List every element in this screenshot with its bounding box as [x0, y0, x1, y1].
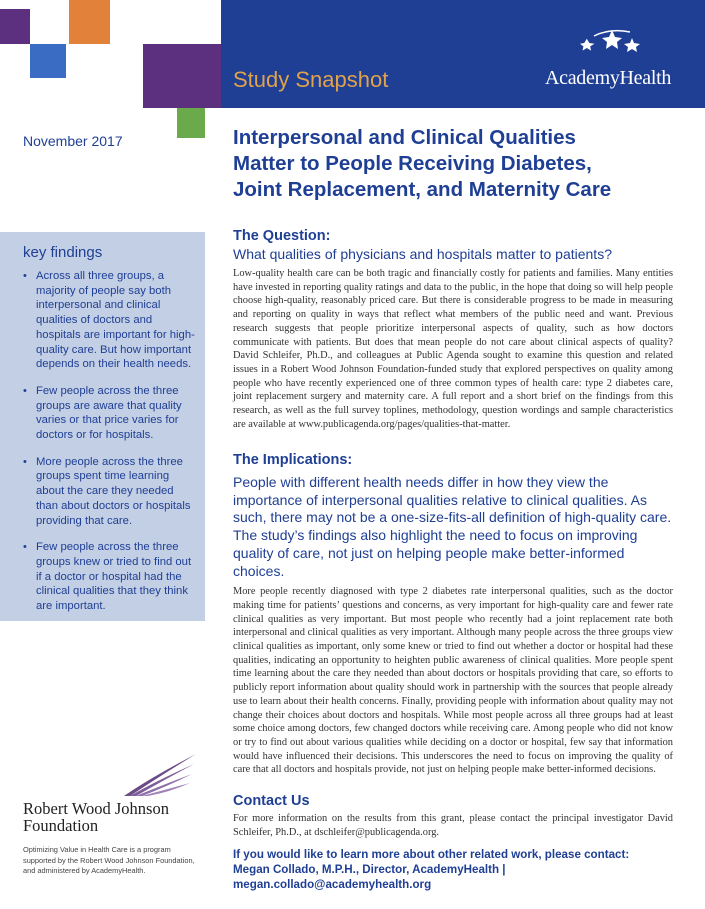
decor-square-orange [69, 0, 110, 44]
decor-square-green [177, 108, 205, 138]
program-note: Optimizing Value in Health Care is a program supported by the Robert Wood Johnson Foundation, and administered by AcademyHealth. [23, 845, 195, 875]
academyhealth-logo [545, 26, 675, 96]
question-body-text: Low-quality health care can be both tragic and financially costly for patients and families. Many entities have invested in reporting quality ratings and data to the public, in the hope that doing so will help people choose high-quality, reasonably priced care. But there is considerable progress to be made in measuring and reporting on quality in ways that reflect what members of the public need and want. Previous research suggests that people prioritize interpersonal aspects of quality, such as how doctors communicate with patients. But does that mean people do not care about clinical aspects of quality? David Schleifer, Ph.D., and colleagues at Public Agenda sought to examine this question and related issues in a Robert Wood Johnson Foundation-funded study that explored perspectives on quality among people who have recently experienced one of three common types of health care: type 2 diabetes care, joint replacement surgery and maternity care. A full report and a short brief on the findings from this research, as well as the full survey toplines, methodology, question wordings and sample characteristics are available at [233, 268, 673, 430]
key-findings-heading: key findings [23, 244, 103, 261]
key-findings-panel [0, 232, 205, 621]
page-title [233, 125, 693, 203]
contact-more-line: If you would like to learn more about other related work, please contact: [233, 848, 630, 862]
stars-icon [580, 26, 650, 62]
question-body-end: . [507, 418, 511, 430]
rwjf-name [23, 800, 169, 834]
series-label: Study Snapshot [233, 67, 389, 92]
key-finding-item: • Few people across the three groups knew or tried to find out if a doctor or hospital had the clinical qualities that they think are important. [20, 540, 197, 614]
decor-square-blue [30, 44, 66, 78]
title-line: Interpersonal and Clinical Qualities [233, 126, 576, 149]
contact-body: For more information on the results from this grant, please contact the principal investigator David Schleifer, Ph.D., at dschleifer@publicagenda.org. [233, 813, 673, 838]
decor-square-purple-right [143, 44, 221, 108]
contact-section [233, 793, 673, 892]
question-body [233, 267, 673, 431]
rwjf-logo-mark [120, 752, 200, 798]
decor-square-purple-left [0, 9, 30, 44]
key-finding-item: • Few people across the three groups are aware that quality varies or that price varies for doctors or for hospitals. [20, 384, 197, 443]
implications-body: More people recently diagnosed with type 2 diabetes rate interpersonal qualities, such as the doctor making time for patients’ questions and concerns, as very important for high-quality care and fewer rate clinical qualities as very important. But most people who recently had a joint replacement rate both interpersonal and clinical qualities as very important. Although many people across the three groups view clinical qualities as important, only some knew or tried to find out whether a doctor or hospital had these qualities, indicating an opportunity to heighten public awareness of clinical qualities. More people spent time learning about the care they needed than about doctors or hospitals providing that care, so efforts to publicly report information about quality should work in partnership with the sources that people already use to learn about their health concerns. Finally, providing people with information about quality may not change their choices about doctors and hospitals. While most people across all three groups had at least some choice among doctors, few changed doctors while receiving care. Among people who did not know or try to find out about various qualities while deciding on a doctor or hospital, few say that information would have influenced their decisions. This underscores the need to focus on improving the quality of care that all doctors and hospitals provide, not just on helping people make better-informed decisions. [233, 586, 673, 776]
publication-date: November 2017 [23, 133, 123, 149]
question-lead: What qualities of physicians and hospitals matter to patients? [233, 246, 612, 262]
question-section [233, 228, 673, 431]
key-findings-list [20, 269, 197, 614]
contact-heading: Contact Us [233, 793, 310, 809]
key-finding-item: • Across all three groups, a majority of people say both interpersonal and clinical qualities of doctors and hospitals are important for high-quality care. But how important depends on their health needs. [20, 269, 197, 372]
rwjf-name-line: Foundation [23, 816, 99, 835]
academyhealth-wordmark: AcademyHealth [545, 67, 672, 89]
title-line: Matter to People Receiving Diabetes, [233, 152, 592, 175]
report-link[interactable]: www.publicagenda.org/pages/qualities-that-matter [298, 418, 508, 430]
implications-lead: People with different health needs differ in how they view the importance of interpersonal qualities relative to clinical qualities. As such, there may not be a one-size-fits-all definition of high-quality care. The study’s findings also highlight the need to focus on improving quality of care, not just on helping people make better-informed choices. [233, 474, 672, 579]
question-heading: The Question: [233, 228, 331, 244]
title-line: Joint Replacement, and Maternity Care [233, 178, 612, 201]
implications-heading: The Implications: [233, 452, 353, 468]
contact-person-line[interactable]: Megan Collado, M.P.H., Director, AcademyHealth | megan.collado@academyhealth.org [233, 863, 506, 892]
key-finding-item: • More people across the three groups spent time learning about the care they needed than about doctors or hospitals providing that care. [20, 455, 197, 529]
rwjf-name-line: Robert Wood Johnson [23, 799, 169, 818]
implications-section [233, 452, 673, 777]
